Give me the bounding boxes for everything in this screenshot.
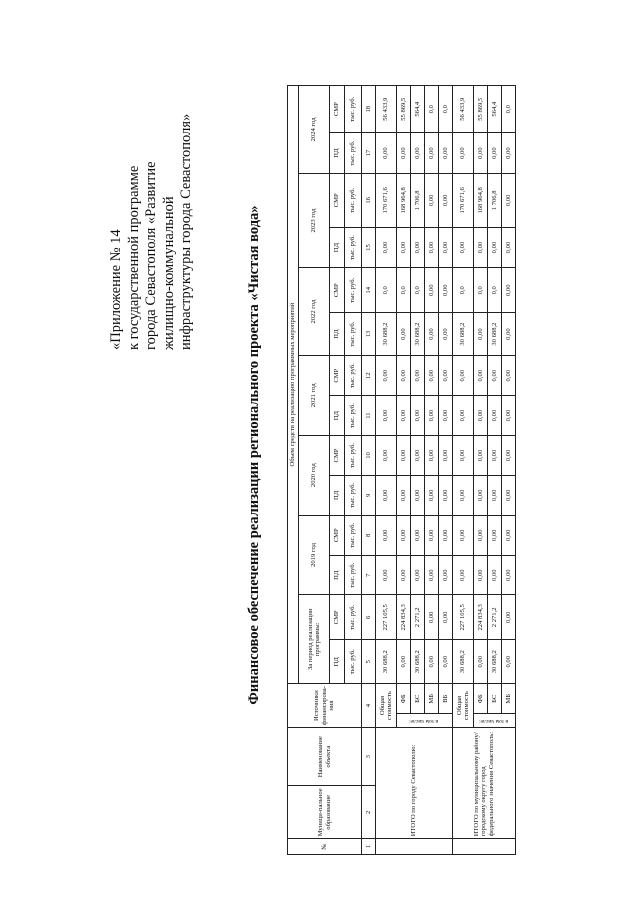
value-cell: 224 834,3: [397, 595, 411, 640]
value-cell: 0,00: [488, 476, 502, 515]
header-object: Наименование объекта: [288, 727, 362, 785]
column-number: 18: [362, 86, 376, 133]
header-pd: ПД: [330, 476, 345, 515]
financing-table: [287, 85, 516, 855]
row-no-cell: [376, 839, 453, 855]
source-code: МБ: [502, 684, 516, 714]
value-cell: 0,00: [502, 133, 516, 173]
column-number: 7: [362, 556, 376, 595]
including-label: [474, 714, 516, 727]
value-cell: 0,00: [439, 355, 453, 395]
value-cell: 30 688,2: [453, 313, 474, 356]
header-unit: тыс. руб.: [345, 133, 362, 173]
value-cell: 0,00: [439, 227, 453, 267]
header-pd: ПД: [330, 313, 345, 356]
value-cell: 0,00: [425, 435, 439, 475]
header-no: №: [288, 839, 362, 855]
header-smr: СМР: [330, 435, 345, 475]
header-smr: СМР: [330, 173, 345, 227]
value-cell: 0,00: [397, 396, 411, 435]
column-number: 8: [362, 515, 376, 555]
appendix-line: города Севастополя «Развитие: [143, 161, 159, 350]
value-cell: 1 706,8: [411, 173, 425, 227]
value-cell: 0,00: [453, 476, 474, 515]
value-cell: 227 105,5: [453, 595, 474, 640]
value-cell: 0,00: [502, 227, 516, 267]
value-cell: 564,4: [411, 86, 425, 133]
value-cell: 0,0: [397, 268, 411, 313]
value-cell: 30 688,2: [411, 313, 425, 356]
column-number: 13: [362, 313, 376, 356]
value-cell: 0,00: [474, 556, 488, 595]
header-pd: ПД: [330, 640, 345, 684]
value-cell: 0,00: [411, 435, 425, 475]
header-smr: СМР: [330, 355, 345, 395]
value-cell: 0,00: [502, 313, 516, 356]
value-cell: 30 688,2: [411, 640, 425, 684]
value-cell: 0,00: [453, 515, 474, 555]
source-code: БС: [411, 684, 425, 714]
value-cell: 0,0: [453, 268, 474, 313]
header-unit: тыс. руб.: [345, 173, 362, 227]
header-unit: тыс. руб.: [345, 595, 362, 640]
header-smr: СМР: [330, 515, 345, 555]
value-cell: 0,00: [411, 133, 425, 173]
including-text: в том числе:: [408, 718, 438, 725]
header-municipality: Муници-пальное образование: [288, 786, 362, 839]
value-cell: 0,0: [502, 86, 516, 133]
value-cell: 55 869,5: [397, 86, 411, 133]
value-cell: 0,00: [439, 133, 453, 173]
value-cell: 0,0: [474, 268, 488, 313]
value-cell: 0,00: [488, 227, 502, 267]
value-cell: 0,00: [488, 556, 502, 595]
value-cell: 0,00: [376, 227, 397, 267]
value-cell: 0,00: [502, 640, 516, 684]
value-cell: 0,00: [425, 396, 439, 435]
header-unit: тыс. руб.: [345, 435, 362, 475]
value-cell: 227 105,5: [376, 595, 397, 640]
source-total-cost: Общая стоимость: [376, 684, 397, 728]
header-smr: СМР: [330, 595, 345, 640]
value-cell: 170 671,6: [453, 173, 474, 227]
value-cell: 0,00: [474, 435, 488, 475]
value-cell: 0,00: [439, 556, 453, 595]
source-code: ВБ: [439, 684, 453, 714]
appendix-line: к государственной программе: [125, 165, 142, 350]
value-cell: 0,00: [411, 556, 425, 595]
header-source: Источники финансирова-ния: [288, 684, 362, 728]
value-cell: 0,00: [376, 355, 397, 395]
value-cell: 0,00: [411, 476, 425, 515]
section-total-label: ИТОГО по муниципальному району/ городскому округу город федерального значения Севастополь:: [453, 727, 516, 838]
value-cell: 0,0: [376, 268, 397, 313]
value-cell: 56 433,9: [453, 86, 474, 133]
value-cell: 170 671,6: [376, 173, 397, 227]
value-cell: 0,00: [397, 556, 411, 595]
value-cell: 56 433,9: [376, 86, 397, 133]
value-cell: 0,00: [502, 268, 516, 313]
value-cell: 30 688,2: [453, 640, 474, 684]
value-cell: 0,00: [397, 435, 411, 475]
value-cell: 0,00: [439, 595, 453, 640]
header-total-period: За период реализации программы:: [299, 595, 330, 684]
value-cell: 0,00: [474, 313, 488, 356]
header-pd: ПД: [330, 396, 345, 435]
including-text: в том числе:: [478, 718, 508, 725]
value-cell: 55 869,5: [474, 86, 488, 133]
value-cell: 30 688,2: [488, 640, 502, 684]
header-unit: тыс. руб.: [345, 396, 362, 435]
value-cell: 224 834,3: [474, 595, 488, 640]
value-cell: 0,00: [425, 355, 439, 395]
value-cell: 0,0: [488, 268, 502, 313]
value-cell: 0,00: [376, 556, 397, 595]
value-cell: 0,00: [488, 435, 502, 475]
table-row: [453, 86, 474, 855]
header-unit: тыс. руб.: [345, 476, 362, 515]
value-cell: 0,00: [474, 476, 488, 515]
column-number: 3: [362, 727, 376, 785]
column-number: 17: [362, 133, 376, 173]
header-pd: ПД: [330, 556, 345, 595]
value-cell: 0,00: [474, 396, 488, 435]
value-cell: 0,00: [376, 133, 397, 173]
value-cell: 2 271,2: [488, 595, 502, 640]
value-cell: 0,00: [411, 396, 425, 435]
header-unit: тыс. руб.: [345, 515, 362, 555]
value-cell: 30 688,2: [376, 313, 397, 356]
source-total-cost: Общая стоимость: [453, 684, 474, 728]
header-unit: тыс. руб.: [345, 355, 362, 395]
value-cell: 0,00: [397, 640, 411, 684]
header-smr: СМР: [330, 268, 345, 313]
header-unit: тыс. руб.: [345, 313, 362, 356]
column-number: 15: [362, 227, 376, 267]
header-unit: тыс. руб.: [345, 556, 362, 595]
source-code: ФБ: [397, 684, 411, 714]
value-cell: 0,00: [453, 435, 474, 475]
row-no-cell: [453, 839, 516, 855]
value-cell: 0,0: [439, 86, 453, 133]
value-cell: 0,00: [376, 435, 397, 475]
value-cell: 0,00: [425, 476, 439, 515]
value-cell: 0,00: [411, 515, 425, 555]
column-number: 9: [362, 476, 376, 515]
value-cell: 168 964,8: [397, 173, 411, 227]
value-cell: 0,00: [425, 173, 439, 227]
value-cell: 0,00: [376, 476, 397, 515]
value-cell: 0,00: [474, 227, 488, 267]
value-cell: 30 688,2: [488, 313, 502, 356]
value-cell: 1 706,8: [488, 173, 502, 227]
source-code: БС: [488, 684, 502, 714]
column-number: 6: [362, 595, 376, 640]
value-cell: 0,00: [397, 227, 411, 267]
value-cell: 0,00: [453, 396, 474, 435]
value-cell: 0,00: [502, 173, 516, 227]
appendix-line: инфраструктуры города Севастополя»: [178, 113, 194, 350]
value-cell: 0,00: [439, 515, 453, 555]
appendix-note: [108, 50, 196, 350]
value-cell: 168 964,8: [474, 173, 488, 227]
header-year: 2024 год: [299, 86, 330, 174]
value-cell: 0,00: [488, 133, 502, 173]
including-label: [397, 714, 453, 727]
value-cell: 0,00: [474, 515, 488, 555]
header-pd: ПД: [330, 227, 345, 267]
value-cell: 0,00: [502, 476, 516, 515]
value-cell: 0,00: [502, 515, 516, 555]
header-year: 2019 год: [299, 515, 330, 595]
value-cell: 0,00: [425, 133, 439, 173]
value-cell: 0,00: [488, 515, 502, 555]
value-cell: 0,00: [376, 396, 397, 435]
value-cell: 0,00: [474, 640, 488, 684]
value-cell: 0,00: [502, 435, 516, 475]
value-cell: 0,00: [439, 313, 453, 356]
column-number: 4: [362, 684, 376, 728]
value-cell: 0,00: [439, 435, 453, 475]
header-year: 2021 год: [299, 355, 330, 435]
table-row: [376, 86, 397, 855]
source-code: МБ: [425, 684, 439, 714]
value-cell: 0,00: [502, 355, 516, 395]
header-unit: тыс. руб.: [345, 86, 362, 133]
value-cell: 0,00: [425, 515, 439, 555]
value-cell: 0,00: [397, 515, 411, 555]
value-cell: 0,00: [439, 173, 453, 227]
value-cell: 0,00: [397, 476, 411, 515]
header-year: 2023 год: [299, 173, 330, 267]
section-total-label: ИТОГО по городу Севастополю:: [376, 727, 453, 838]
value-cell: 0,00: [376, 515, 397, 555]
value-cell: 0,00: [425, 556, 439, 595]
value-cell: 0,00: [439, 640, 453, 684]
value-cell: 564,4: [488, 86, 502, 133]
appendix-line: жилищно-коммунальной: [160, 196, 177, 350]
column-number: 11: [362, 396, 376, 435]
value-cell: 0,00: [397, 133, 411, 173]
header-year: 2022 год: [299, 268, 330, 356]
value-cell: 0,00: [397, 313, 411, 356]
column-number: 14: [362, 268, 376, 313]
value-cell: 0,00: [425, 227, 439, 267]
value-cell: 0,00: [439, 268, 453, 313]
header-unit: тыс. руб.: [345, 268, 362, 313]
document-title: Финансовое обеспечение реализации регионального проекта «Чистая вода»: [246, 205, 262, 705]
value-cell: 0,00: [425, 640, 439, 684]
value-cell: 0,00: [474, 355, 488, 395]
column-number: 10: [362, 435, 376, 475]
value-cell: 30 688,2: [376, 640, 397, 684]
column-number: 5: [362, 640, 376, 684]
column-number: 12: [362, 355, 376, 395]
value-cell: 0,00: [425, 313, 439, 356]
value-cell: 0,00: [488, 355, 502, 395]
value-cell: 0,00: [397, 355, 411, 395]
value-cell: 0,00: [453, 133, 474, 173]
value-cell: 0,00: [502, 595, 516, 640]
header-unit: тыс. руб.: [345, 640, 362, 684]
source-code: ФБ: [474, 684, 488, 714]
header-unit: тыс. руб.: [345, 227, 362, 267]
value-cell: 0,00: [502, 396, 516, 435]
value-cell: 0,00: [425, 595, 439, 640]
value-cell: 2 271,2: [411, 595, 425, 640]
value-cell: 0,00: [453, 355, 474, 395]
value-cell: 0,00: [439, 476, 453, 515]
header-volume: Объем средств на реализацию программных мероприятий: [288, 86, 299, 684]
value-cell: 0,00: [439, 396, 453, 435]
value-cell: 0,00: [488, 396, 502, 435]
value-cell: 0,00: [411, 227, 425, 267]
value-cell: 0,00: [425, 268, 439, 313]
value-cell: 0,0: [411, 268, 425, 313]
value-cell: 0,00: [453, 227, 474, 267]
appendix-line: «Приложение № 14: [108, 229, 124, 350]
column-number: 2: [362, 786, 376, 839]
column-number: 16: [362, 173, 376, 227]
value-cell: 0,0: [425, 86, 439, 133]
header-year: 2020 год: [299, 435, 330, 515]
value-cell: 0,00: [474, 133, 488, 173]
header-pd: ПД: [330, 133, 345, 173]
value-cell: 0,00: [411, 355, 425, 395]
column-number: 1: [362, 839, 376, 855]
value-cell: 0,00: [453, 556, 474, 595]
header-smr: СМР: [330, 86, 345, 133]
value-cell: 0,00: [502, 556, 516, 595]
